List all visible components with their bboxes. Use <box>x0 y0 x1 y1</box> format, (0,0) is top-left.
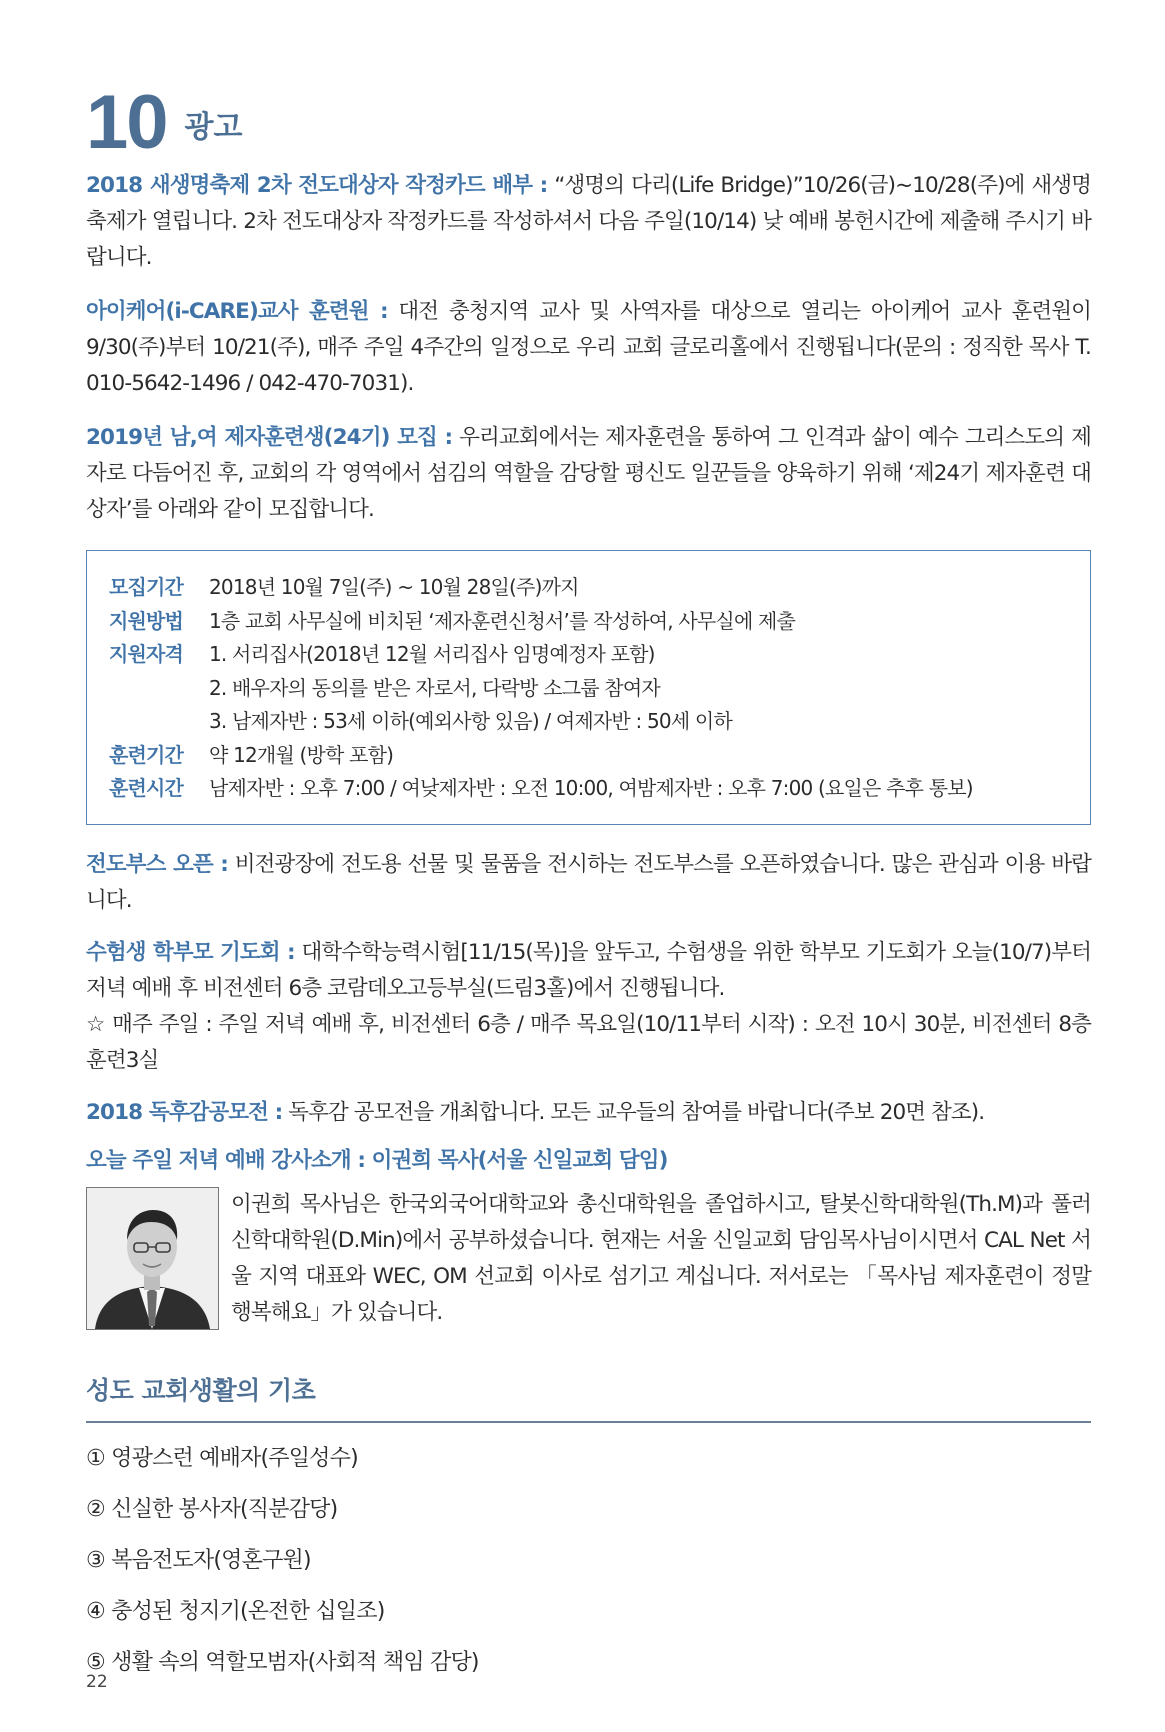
basics-title: 성도 교회생활의 기초 <box>86 1375 316 1405</box>
recruit-row-method <box>109 605 1068 639</box>
recruit-value: 1층 교회 사무실에 비치된 ‘제자훈련신청서’를 작성하여, 사무실에 제출 <box>209 608 796 633</box>
page-number: 22 <box>86 1672 108 1692</box>
announcement-text: 비전광장에 전도용 선물 및 물품을 전시하는 전도부스를 오픈하였습니다. 많은 관심과 이용 바랍니다. <box>86 851 1091 913</box>
announcement-label: 아이케어(i-CARE)교사 훈련원 : <box>86 299 388 324</box>
prayer-schedule-note: ☆ 매주 주일 : 주일 저녁 예배 후, 비전센터 6층 / 매주 목요일(10/11부터 시작) : 오전 10시 30분, 비전센터 8층 훈련3실 <box>86 1011 1091 1073</box>
announcement-book-report-contest <box>86 1095 1091 1131</box>
announcement-evangelism-booth <box>86 847 1091 919</box>
recruit-value: 2018년 10월 7일(주) ~ 10월 28일(주)까지 <box>209 575 579 599</box>
announcement-discipleship-recruit <box>86 420 1091 528</box>
speaker-heading: 오늘 주일 저녁 예배 강사소개 : 이권희 목사(서울 신일교회 담임) <box>86 1147 668 1173</box>
recruit-row-time <box>109 772 1068 806</box>
recruit-row-qualification <box>109 638 1068 739</box>
announcement-label: 2018 독후감공모전 : <box>86 1099 283 1125</box>
basics-item: ③ 복음전도자(영혼구원) <box>86 1547 311 1573</box>
speaker-portrait-image <box>87 1188 218 1329</box>
recruit-key: 지원방법 <box>109 608 184 633</box>
recruit-value: 약 12개월 (방학 포함) <box>209 742 394 767</box>
announcement-text: 대전 충청지역 교사 및 사역자를 대상으로 열리는 아이케어 교사 훈련원이 9/30(주)부터 10/21(주), 매주 주일 4주간의 일정으로 우리 교회 글로리홀에서 진행됩니다(문의 : 정직한 목사 T. 010-5642-1496 / 042-470-7031). <box>86 299 1091 396</box>
basics-item: ⑤ 생활 속의 역할모범자(사회적 책임 감당) <box>86 1649 479 1675</box>
announcement-parents-prayer <box>86 935 1091 1007</box>
announcement-label: 2018 새생명축제 2차 전도대상자 작정카드 배부 : <box>86 173 548 198</box>
announcement-text: 대학수학능력시험[11/15(목)]을 앞두고, 수험생을 위한 학부모 기도회가 오늘(10/7)부터 저녁 예배 후 비전센터 6층 코람데오고등부실(드림3홀)에서 진행됩니다. <box>86 939 1091 1001</box>
announcement-label: 전도부스 오픈 : <box>86 851 228 877</box>
recruit-key: 훈련기간 <box>109 742 184 767</box>
announcement-new-life-festival <box>86 168 1091 276</box>
announcement-label: 수험생 학부모 기도회 : <box>86 939 295 965</box>
recruit-value: 2. 배우자의 동의를 받은 자로서, 다락방 소그룹 참여자 <box>209 675 660 700</box>
recruit-info-box <box>86 550 1091 825</box>
basics-item: ① 영광스런 예배자(주일성수) <box>86 1445 358 1471</box>
section-title: 광고 <box>184 110 243 145</box>
bulletin-page <box>86 78 1091 1688</box>
recruit-key: 모집기간 <box>109 575 184 599</box>
speaker-photo <box>86 1187 219 1330</box>
recruit-value: 3. 남제자반 : 53세 이하(예외사항 있음) / 여제자반 : 50세 이하 <box>209 709 732 733</box>
basics-item: ② 신실한 봉사자(직분감당) <box>86 1496 338 1522</box>
recruit-key: 지원자격 <box>109 642 184 666</box>
speaker-bio: 이권희 목사님은 한국외국어대학교와 총신대학원을 졸업하시고, 탈봇신학대학원(Th.M)과 풀러신학대학원(D.Min)에서 공부하셨습니다. 현재는 서울 신일교회 담임목사님이시면서 CAL Net 서울 지역 대표와 WEC, OM 선교회 이사로 섬기고 계십니다. 저서로는 「목사님 제자훈련이 정말 행복해요」가 있습니다. <box>231 1191 1091 1325</box>
recruit-value: 남제자반 : 오후 7:00 / 여낮제자반 : 오전 10:00, 여밤제자반 : 오후 7:00 (요일은 추후 통보) <box>209 776 973 800</box>
section-number: 10 <box>86 80 167 165</box>
announcement-text: “생명의 다리(Life Bridge)”10/26(금)~10/28(주)에 새생명 축제가 열립니다. 2차 전도대상자 작정카드를 작성하셔서 다음 주일(10/14) 낮 예배 봉헌시간에 제출해 주시기 바랍니다. <box>86 173 1091 270</box>
announcement-text: 독후감 공모전을 개최합니다. 모든 교우들의 참여를 바랍니다(주보 20면 참조). <box>282 1099 985 1125</box>
announcement-label: 2019년 남,여 제자훈련생(24기) 모집 : <box>86 425 453 450</box>
section-header <box>86 78 1091 165</box>
basics-divider <box>86 1421 1091 1423</box>
recruit-row-period <box>109 571 1068 605</box>
recruit-value: 1. 서리집사(2018년 12월 서리집사 임명예정자 포함) <box>209 642 655 666</box>
recruit-key: 훈련시간 <box>109 776 184 800</box>
basics-list <box>86 1433 1091 1688</box>
recruit-row-duration <box>109 739 1068 773</box>
announcement-text: 우리교회에서는 제자훈련을 통하여 그 인격과 삶이 예수 그리스도의 제자로 다듬어진 후, 교회의 각 영역에서 섬김의 역할을 감당할 평신도 일꾼들을 양육하기 위해 ‘제24기 제자훈련 대상자’를 아래와 같이 모집합니다. <box>86 425 1091 522</box>
speaker-section <box>86 1187 1091 1331</box>
announcement-icare-training <box>86 294 1091 402</box>
basics-item: ④ 충성된 청지기(온전한 십일조) <box>86 1598 385 1624</box>
